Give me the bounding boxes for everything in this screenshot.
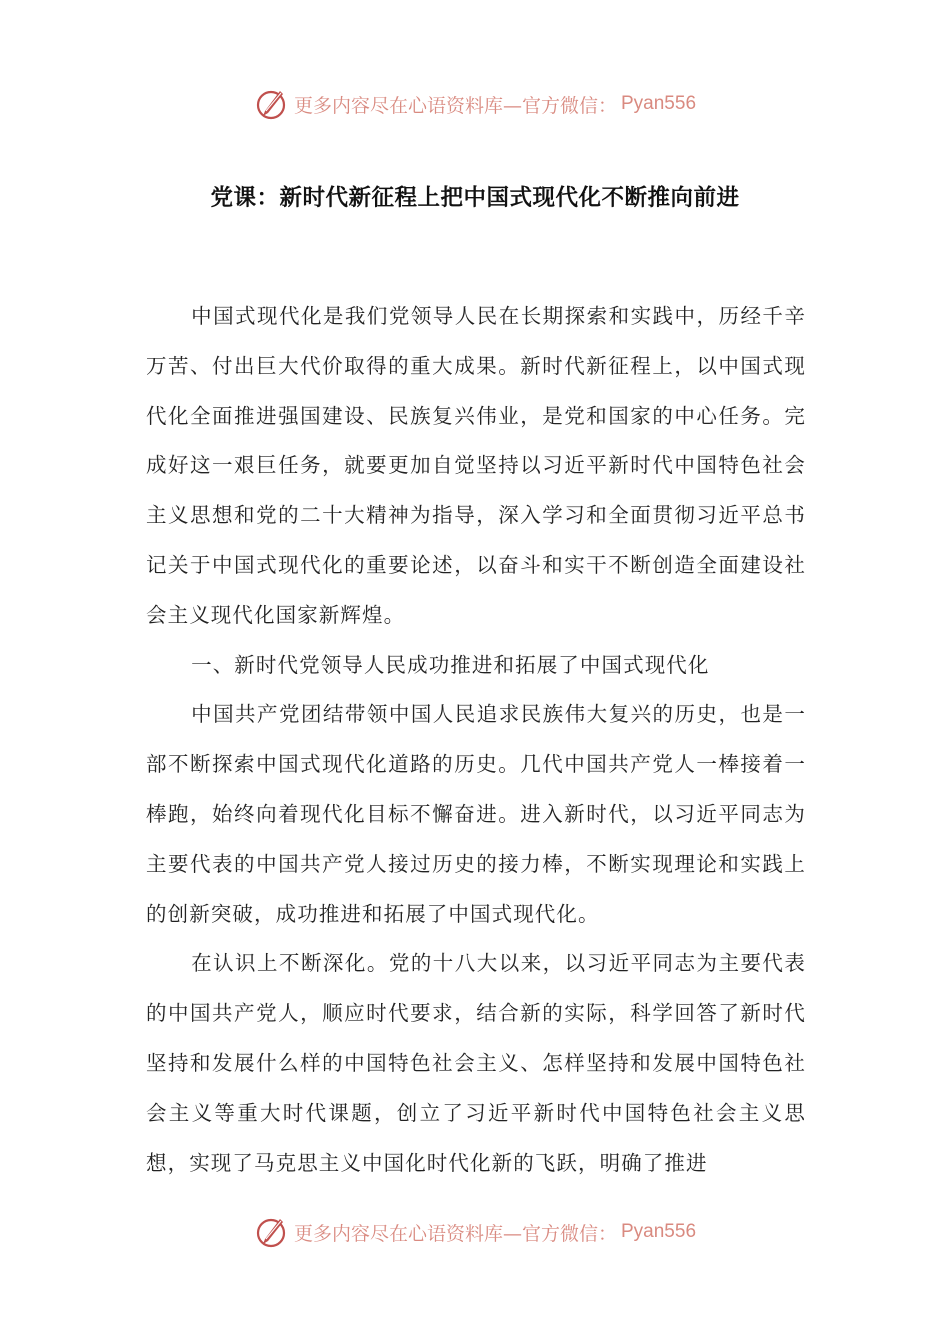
paragraph: 在认识上不断深化。党的十八大以来，以习近平同志为主要代表的中国共产党人，顺应时代要求，结合新的实际，科学回答了新时代坚持和发展什么样的中国特色社会主义、怎样坚持和发展中国特色社会主义等重大时代课题，创立了习近平新时代中国特色社会主义思想，实现了马克思主义中国化时代化新的飞跃，明确了推进 [146,951,806,1175]
footer-wechat-id: Pyan556 [621,1221,697,1242]
document-body [146,292,806,1192]
paragraph: 中国共产党团结带领中国人民追求民族伟大复兴的历史，也是一部不断探索中国式现代化道路的历史。几代中国共产党人一棒接着一棒跑，始终向着现代化目标不懈奋进。进入新时代，以习近平同志为主要代表的中国共产党人接过历史的接力棒，不断实现理论和实践上的创新突破，成功推进和拓展了中国式现代化。 [146,702,806,926]
section-heading: 一、新时代党领导人民成功推进和拓展了中国式现代化 [191,652,710,677]
quill-pen-icon [254,87,288,121]
footer-banner-text: 更多内容尽在心语资料库—官方微信： [293,1222,617,1245]
document-title: 党课：新时代新征程上把中国式现代化不断推向前进 [210,185,740,211]
header-banner [0,84,950,124]
quill-pen-icon [254,1215,288,1249]
header-banner-text: 更多内容尽在心语资料库—官方微信： [293,94,617,117]
header-wechat-id: Pyan556 [621,93,697,114]
footer-banner [0,1212,950,1252]
paragraph: 中国式现代化是我们党领导人民在长期探索和实践中，历经千辛万苦、付出巨大代价取得的重大成果。新时代新征程上，以中国式现代化全面推进强国建设、民族复兴伟业，是党和国家的中心任务。完成好这一艰巨任务，就要更加自觉坚持以习近平新时代中国特色社会主义思想和党的二十大精神为指导，深入学习和全面贯彻习近平总书记关于中国式现代化的重要论述，以奋斗和实干不断创造全面建设社会主义现代化国家新辉煌。 [146,304,806,627]
